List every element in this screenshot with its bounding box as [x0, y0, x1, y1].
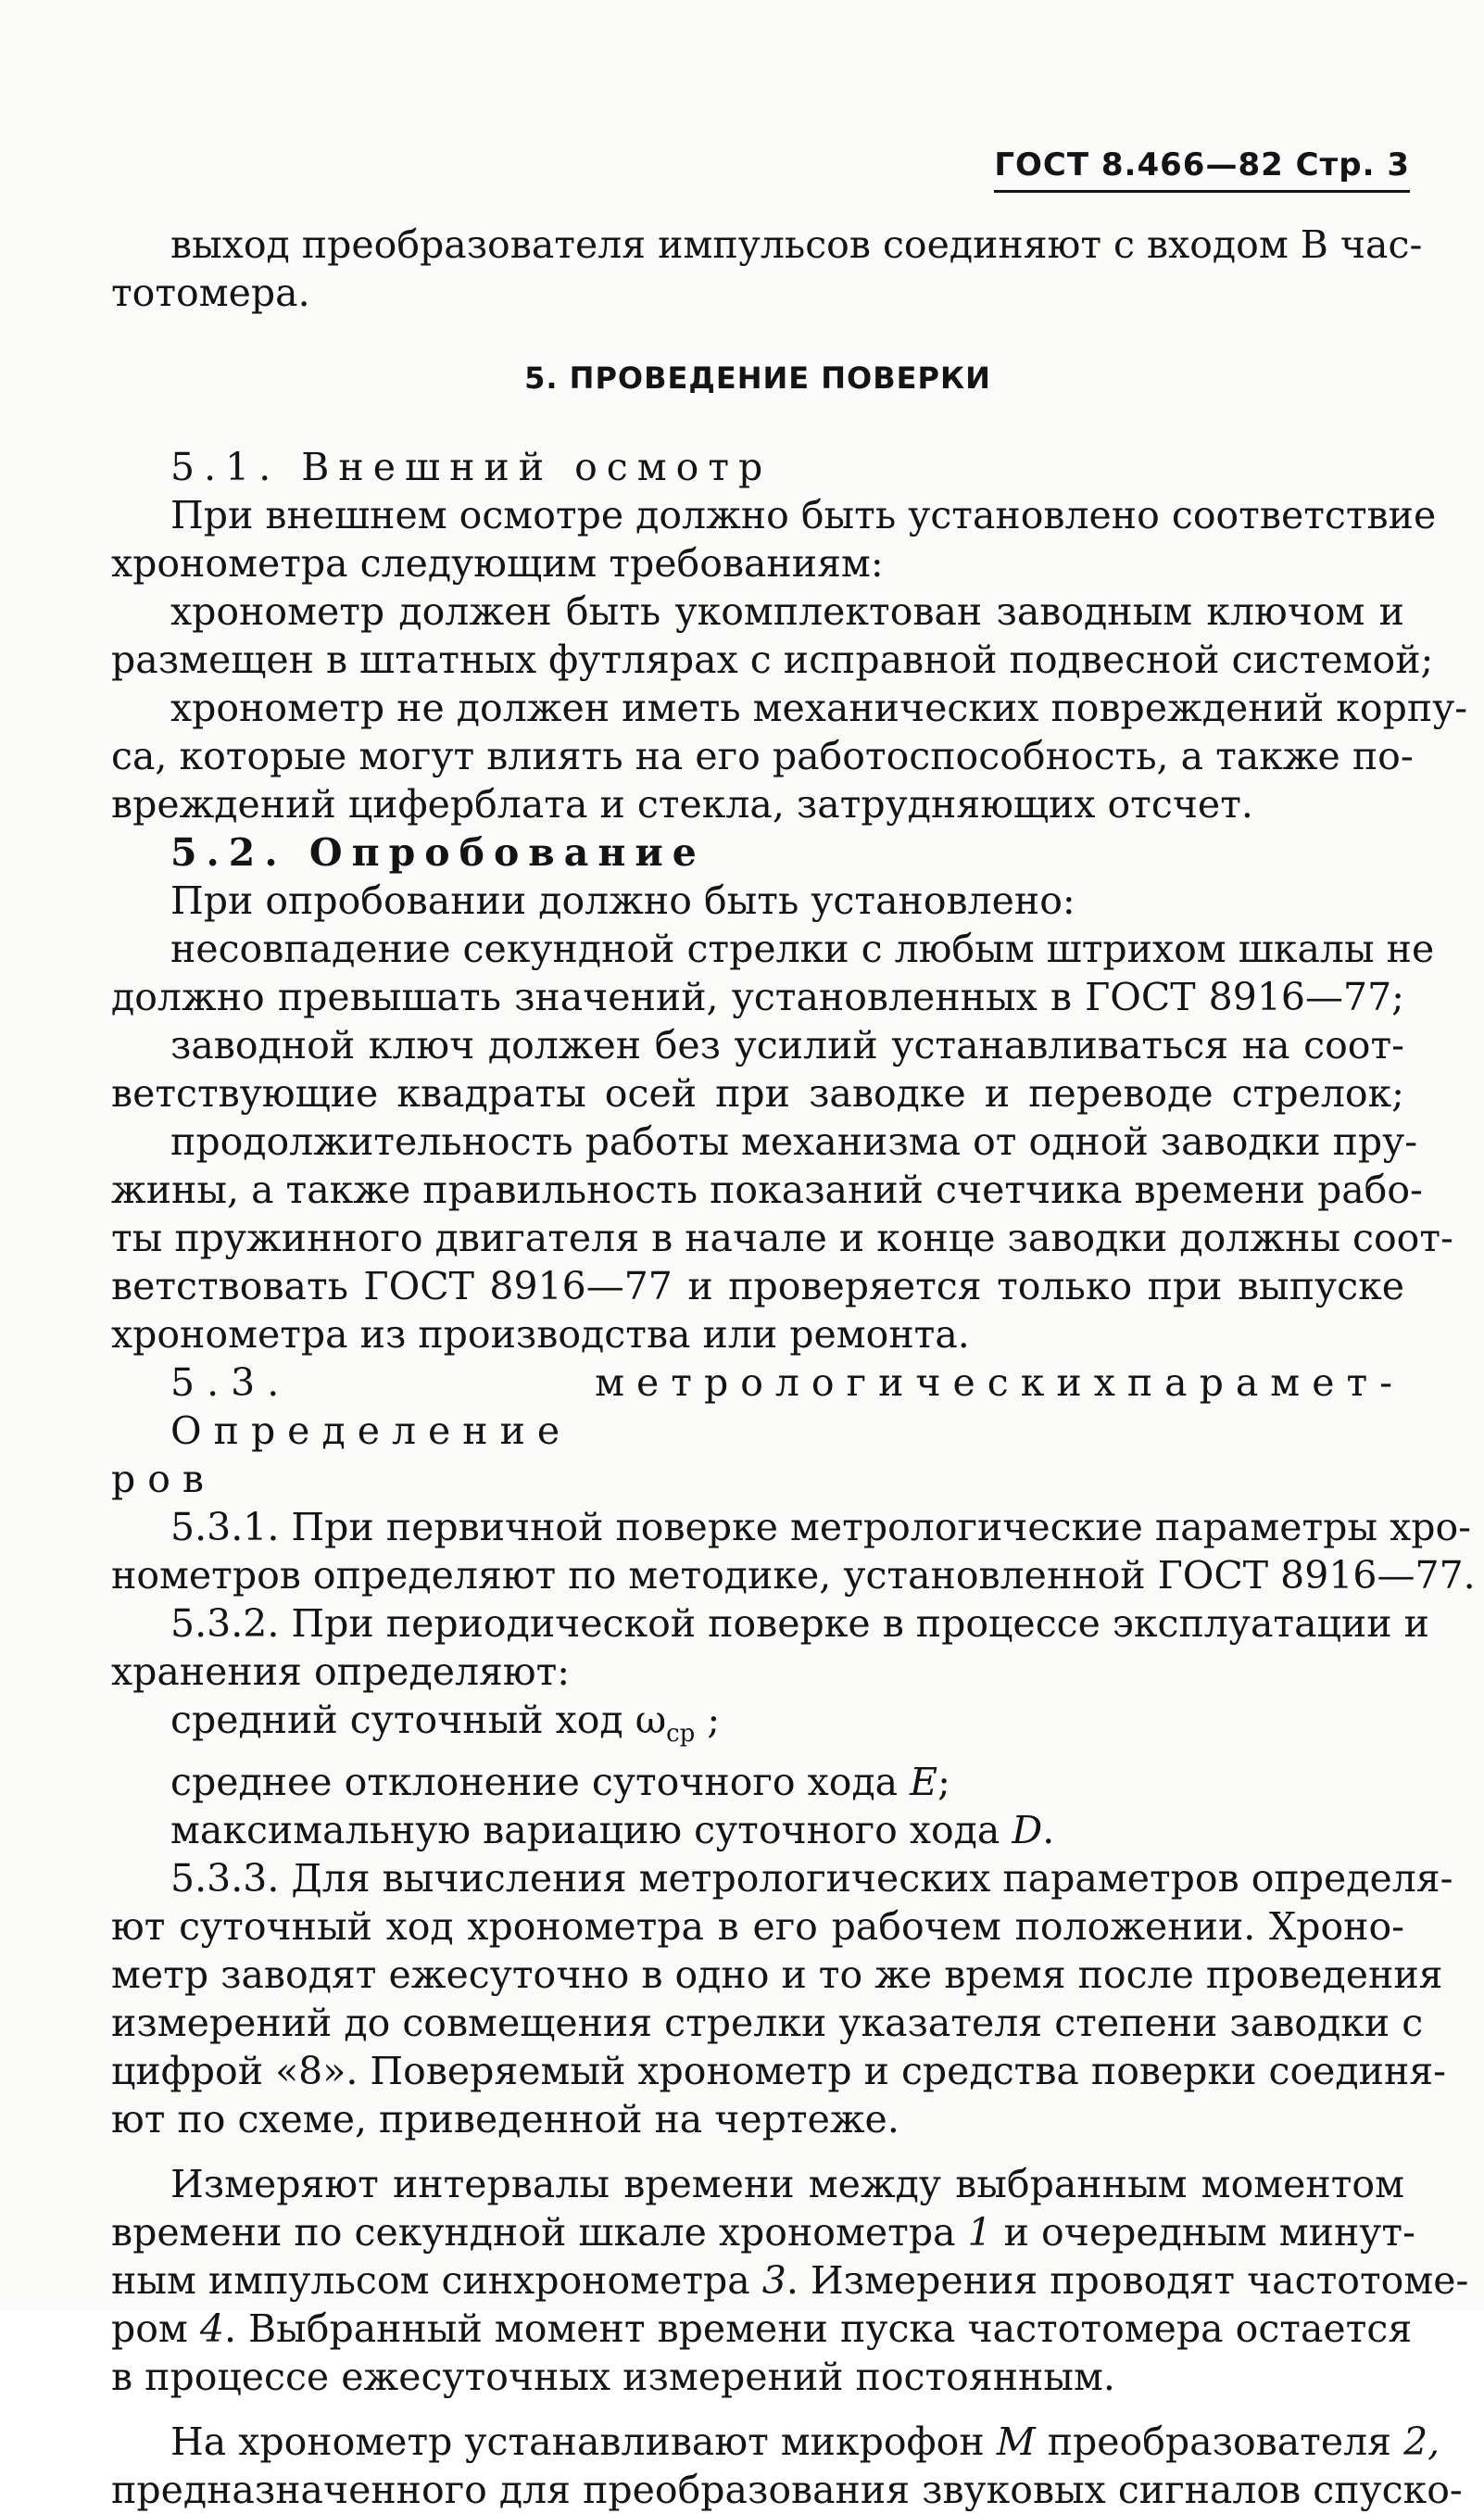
text-line: ют по схеме, приведенной на чертеже. [111, 2097, 899, 2142]
text-part: На хронометр устанавливают микрофон [170, 2419, 997, 2465]
intro-line: выход преобразователя импульсов соединяют с входом В час- [170, 222, 1423, 267]
text-line [111, 2418, 1440, 2466]
text-line: 5.3.3. Для вычисления метрологических параметров определя- [170, 1856, 1453, 1901]
page-header [994, 146, 1410, 183]
text-line: са, которые могут влиять на его работоспособность, а также по- [111, 734, 1414, 778]
list-item [111, 1758, 1404, 1806]
text-line: хранения определяют: [111, 1649, 571, 1694]
text-line: жины, а также правильность показаний счетчика времени рабо- [111, 1168, 1423, 1212]
item-end: . [1042, 1808, 1055, 1853]
text-line: должно превышать значений, установленных в ГОСТ 8916—77; [111, 975, 1404, 1019]
text-line: метр заводят ежесуточно в одно и то же время после проведения [111, 1952, 1443, 1998]
text-line: предназначенного для преобразования звуковых сигналов спуско- [111, 2468, 1463, 2513]
intro-line: тотомера. [111, 271, 310, 315]
text-line: цифрой «8». Поверяемый хронометр и средства поверки соединя- [111, 2049, 1447, 2094]
text-line: ты пружинного двигателя в начале и конце заводки должны соот- [111, 1216, 1453, 1260]
section-heading: 5. ПРОВЕДЕНИЕ ПОВЕРКИ [524, 360, 991, 396]
text-line: продолжительность работы механизма от одной заводки пру- [170, 1119, 1418, 1164]
item-text: средний суточный ход ω [170, 1698, 667, 1742]
document-body [111, 221, 1476, 2514]
item-end: ; [937, 1760, 950, 1805]
title-part: метрологических [595, 1360, 1127, 1405]
item-text: максимальную вариацию суточного хода [170, 1808, 1012, 1853]
text-part: . Измерения проводят частотоме- [786, 2258, 1469, 2304]
text-line: ветствовать ГОСТ 8916—77 и проверяется только при выпуске [111, 1264, 1404, 1308]
item-end: ; [695, 1698, 721, 1742]
text-line: хронометр должен быть укомплектован заводным ключом и [170, 589, 1404, 634]
text-line: в процессе ежесуточных измерений постоянным. [111, 2355, 1115, 2400]
text-part: ным импульсом синхронометра [111, 2258, 762, 2304]
ref-variable: М [996, 2419, 1036, 2465]
text-part: . Выбранный момент времени пуска частотомера остается [223, 2306, 1413, 2352]
text-line [111, 2256, 1469, 2305]
text-part: ром [111, 2306, 200, 2352]
text-line: 5.3.1. При первичной поверке метрологические параметры хро- [170, 1505, 1471, 1549]
text-line: несовпадение секундной стрелки с любым штрихом шкалы не [170, 927, 1435, 971]
header-rule [994, 190, 1410, 193]
text-line: измерений до совмещения стрелки указателя степени заводки с [111, 2001, 1424, 2046]
section-title-5-3 [111, 1358, 1404, 1455]
text-line: хронометра следующим требованиям: [111, 541, 884, 586]
text-part: и очередным минут- [991, 2210, 1415, 2255]
list-item [111, 1696, 1404, 1758]
text-line: вреждений циферблата и стекла, затрудняющих отсчет. [111, 782, 1253, 827]
text-line: заводной ключ должен без усилий устанавливаться на соот- [170, 1023, 1404, 1068]
text-line: При внешнем осмотре должно быть установлено соответствие [170, 493, 1437, 537]
text-line: ют суточный ход хронометра в его рабочем положении. Хроно- [111, 1904, 1404, 1950]
text-part: времени по секундной шкале хронометра [111, 2210, 968, 2255]
item-text: среднее отклонение суточного хода [170, 1760, 911, 1805]
item-variable: E [910, 1760, 938, 1805]
list-item [111, 1806, 1404, 1854]
text-line [111, 2305, 1413, 2353]
text-line: размещен в штатных футлярах с исправной подвесной системой; [111, 638, 1434, 682]
text-line: 5.3.2. При периодической поверке в процессе эксплуатации и [170, 1601, 1429, 1646]
text-part: преобразователя [1035, 2419, 1404, 2465]
text-line: хронометра из производства или ремонта. [111, 1312, 970, 1357]
text-line: При опробовании должно быть установлено: [170, 878, 1075, 923]
section-title-5-2: 5.2. Опробование [170, 830, 706, 875]
title-part: 5.3. Определение [170, 1360, 572, 1453]
ref-number: 1 [967, 2210, 992, 2255]
item-subscript: ср [666, 1720, 696, 1749]
text-line: ветствующие квадраты осей при заводке и переводе стрелок; [111, 1071, 1404, 1116]
ref-number: 4 [199, 2306, 224, 2352]
section-title-5-3-cont: ров [111, 1457, 217, 1501]
title-part: парамет- [1126, 1360, 1404, 1405]
text-line [111, 2208, 1415, 2256]
ref-number: 2, [1403, 2419, 1440, 2465]
text-line: Измеряют интервалы времени между выбранным моментом [170, 2162, 1404, 2207]
header-text: ГОСТ 8.466—82 Стр. 3 [994, 146, 1410, 183]
text-line: нометров определяют по методике, установленной ГОСТ 8916—77. [111, 1553, 1476, 1598]
section-title-5-1: 5.1. Внешний осмотр [170, 445, 773, 489]
item-variable: D [1012, 1808, 1043, 1853]
ref-number: 3 [761, 2258, 786, 2304]
text-line: хронометр не должен иметь механических повреждений корпу- [170, 686, 1468, 730]
